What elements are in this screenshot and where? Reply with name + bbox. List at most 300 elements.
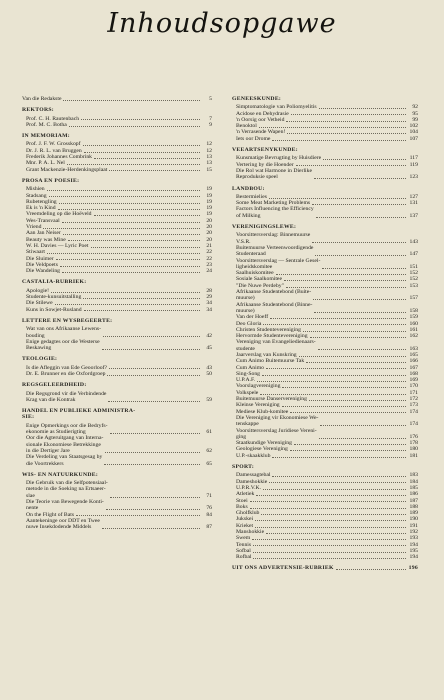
page-number: 104	[409, 129, 418, 136]
dot-leader	[255, 520, 406, 521]
dot-leader	[290, 412, 406, 413]
page-number: 76	[206, 505, 212, 512]
entry-title: Gholfklub	[236, 510, 260, 517]
toc-section	[232, 224, 418, 459]
dot-leader	[62, 272, 200, 273]
dot-leader	[314, 312, 406, 313]
entry-title: Studente-kunsuitstalling	[26, 294, 82, 301]
toc-section	[232, 565, 418, 571]
dot-leader	[47, 253, 200, 254]
left-column	[22, 96, 212, 536]
toc-entry	[22, 518, 212, 531]
toc-section	[22, 318, 212, 351]
dot-leader	[253, 558, 406, 559]
page-number: 183	[409, 472, 418, 479]
page-number: 147	[409, 251, 418, 258]
page-number: 20	[206, 217, 212, 224]
page-number: 160	[409, 320, 418, 327]
page-number: 19	[206, 198, 212, 205]
entry-title: Sosiale Saalkomitee	[236, 276, 282, 283]
page-number: 20	[206, 230, 212, 237]
toc-entry	[22, 122, 212, 128]
entry-title: Staatkundige Vereniging	[236, 440, 292, 447]
page-number: 194	[409, 541, 418, 548]
page-number: 23	[206, 261, 212, 268]
entry-title: Die Verdeling van Staatsgesag by die Voortrekkers	[26, 454, 103, 467]
page-number: 192	[409, 529, 418, 535]
page-number: 157	[409, 295, 418, 302]
dot-leader	[282, 406, 406, 407]
toc-entry	[232, 415, 418, 428]
toc-section	[22, 96, 212, 102]
entry-title: Oor die Agteruitgang van Interna- sionale Ekonomiese Betrekkinge in die Dertiger Jare	[26, 435, 104, 454]
entry-title: Beauty was Mine	[26, 236, 66, 243]
section-heading	[232, 565, 418, 571]
dot-leader	[63, 234, 200, 235]
dot-leader	[94, 158, 200, 159]
dot-leader	[60, 266, 200, 267]
entry-title: Van der Hoeff	[236, 314, 269, 321]
entry-title: Vreemdeling op die Hoëveld	[26, 211, 92, 218]
page-number: 143	[409, 238, 418, 245]
toc-entry	[22, 454, 212, 467]
page-number: 13	[206, 160, 212, 167]
page-number: 186	[409, 491, 418, 498]
page-number: 152	[409, 270, 418, 277]
toc-entry	[22, 499, 212, 512]
entry-title: Bestermielies	[236, 193, 267, 200]
dot-leader	[319, 108, 406, 109]
page-number: 84	[206, 511, 212, 518]
dot-leader	[43, 228, 200, 229]
section-heading: GENEESKUNDE:	[232, 96, 282, 102]
entry-title: Prof. M. C. Botha	[26, 121, 67, 128]
entry-title: Simptomatologie van Poliomyelitis	[236, 104, 317, 111]
dot-leader	[110, 497, 200, 498]
page-number: 180	[409, 446, 418, 453]
page-number: 171	[409, 389, 418, 396]
page-number: 170	[409, 383, 418, 390]
entry-title: Wes-Transvaal	[26, 217, 60, 224]
page-number: 196	[408, 565, 418, 572]
dot-leader	[63, 100, 200, 101]
entry-title: Ek is 'n Kind	[26, 205, 56, 212]
page-number: 119	[409, 161, 418, 168]
dot-leader	[313, 299, 406, 300]
entry-title: Die Vereniging vir Ekonomiese We- tenskappe	[236, 414, 319, 428]
dot-leader	[323, 159, 406, 160]
entry-title: Voorsittersverslag Juridiese Vereni- ging	[236, 427, 317, 440]
page-number: 166	[409, 358, 418, 365]
page-number: 9	[209, 121, 212, 128]
page-number: 19	[206, 186, 212, 193]
entry-title: Vereniging van Evangeliedienaars- studente	[236, 339, 316, 352]
entry-title: Kleinse Vereniging	[236, 402, 280, 409]
section-heading: VERENIGINGSLEWE:	[232, 224, 297, 231]
toc-entry	[22, 326, 212, 339]
page-number: 20	[206, 236, 212, 243]
page-number: 158	[409, 307, 418, 314]
dot-leader	[259, 127, 406, 128]
page-number: 187	[409, 497, 418, 504]
dot-leader	[94, 215, 200, 216]
page-number: 43	[206, 364, 212, 371]
entry-title: Aantekeninge oor DDT en Twee nuwe Insekdodende Middels	[26, 517, 100, 531]
dot-leader	[252, 539, 406, 540]
dot-leader	[296, 165, 406, 166]
dot-leader	[81, 119, 200, 120]
section-heading: LETTERE EN WYSBEGEERTE:	[22, 317, 113, 324]
entry-title: U.P.R.V.K.	[236, 484, 262, 491]
page-number: 7	[209, 115, 212, 122]
section-heading: TEOLOGIE:	[22, 356, 58, 363]
toc-entry	[232, 339, 418, 352]
dot-leader	[269, 482, 406, 483]
section-heading: REKTORS:	[22, 107, 55, 114]
entry-title: Dameshokkie	[236, 478, 268, 485]
entry-title: Cum Animo	[236, 364, 264, 371]
dot-leader	[263, 489, 406, 490]
page-number: 22	[206, 249, 212, 256]
page-number: 21	[206, 242, 212, 249]
dot-leader	[55, 304, 200, 305]
section-heading: PROSA EN POESIE:	[22, 177, 80, 184]
dot-leader	[105, 452, 200, 453]
page-number: 42	[206, 332, 212, 339]
dot-leader	[284, 280, 406, 281]
toc-entry	[232, 302, 418, 315]
page-number: 123	[409, 174, 418, 181]
toc-section	[22, 178, 212, 274]
page-number: 181	[409, 452, 418, 459]
page-number: 45	[206, 345, 212, 352]
dot-leader	[322, 268, 406, 269]
dot-leader	[106, 509, 200, 510]
dot-leader	[316, 217, 406, 218]
page-number: 99	[412, 116, 418, 123]
entry-title: Voorsittersverslag — Sentrale Gesel- ligheidskomitee	[236, 257, 321, 270]
dot-leader	[68, 240, 200, 241]
entry-title: Vertering by die Hoender	[236, 161, 294, 168]
dot-leader	[253, 545, 406, 546]
toc-section	[22, 382, 212, 403]
entry-title: Saalhuiskomitee	[236, 270, 274, 277]
entry-title: Die Regsgrond vir die Verbindende Krag van die Kontrak	[26, 390, 107, 403]
dot-leader	[272, 476, 406, 477]
toc-section	[22, 408, 212, 467]
page-number: 24	[206, 268, 212, 275]
page-number: 34	[206, 306, 212, 313]
toc-entry	[22, 423, 212, 436]
toc-section	[22, 133, 212, 173]
page-number: 191	[409, 522, 418, 529]
dot-leader	[58, 209, 200, 210]
dot-leader	[318, 349, 406, 350]
entry-title: Acidose en Dehydrasie	[236, 110, 289, 117]
dot-leader	[62, 222, 200, 223]
entry-title: Krieket	[236, 522, 254, 529]
right-column	[232, 96, 418, 577]
dot-leader	[303, 331, 406, 332]
section-heading: SPORT:	[232, 464, 255, 471]
page-number: 173	[409, 402, 418, 409]
toc-entry	[22, 371, 212, 377]
toc-section	[232, 186, 418, 219]
toc-entry	[232, 168, 418, 181]
entry-title: Die Stilewe	[26, 300, 53, 307]
entry-title: Hervormde Studentevereniging	[236, 333, 308, 340]
entry-title: Tennis	[236, 541, 252, 548]
dot-leader	[336, 569, 406, 570]
dot-leader	[47, 190, 200, 191]
dot-leader	[291, 114, 406, 115]
dot-leader	[315, 255, 406, 256]
dot-leader	[314, 178, 406, 179]
toc-section	[22, 472, 212, 531]
toc-entry	[232, 245, 418, 258]
entry-title: Is die Afleggin van Ede Geoorloof?	[26, 364, 108, 371]
page-number: 34	[206, 300, 212, 307]
dot-leader	[109, 368, 200, 369]
dot-leader	[84, 310, 200, 311]
page-number: 190	[409, 516, 418, 523]
page-number: 172	[409, 396, 418, 403]
page-number: 189	[409, 510, 418, 517]
entry-title: Vriend	[26, 224, 42, 231]
entry-title: Stoei	[236, 497, 248, 504]
entry-title: Buitemuurse Danservereniging	[236, 396, 307, 403]
dot-leader	[266, 533, 406, 534]
entry-title: On the Flight of Bats	[26, 511, 75, 518]
toc-entry	[232, 453, 418, 459]
page-number: 174	[409, 408, 418, 415]
page-number: 167	[409, 364, 418, 371]
entry-title: Christen Studentevereniging	[236, 326, 301, 333]
entry-title: Apologie!	[26, 287, 50, 294]
entry-title: Rubetengling	[26, 198, 57, 205]
toc-entry	[22, 480, 212, 499]
page-number: 50	[206, 370, 212, 377]
entry-title: Buitemuurse Verteenwoordigende Studenteraad	[236, 244, 314, 258]
dot-leader	[262, 375, 406, 376]
entry-title: Aan Jan Neiser	[26, 230, 61, 237]
entry-title: Die Gebruik van die Selfpotensiaal- metode in die Soeking na Ertsaeer- slae	[26, 480, 108, 499]
toc-section	[232, 147, 418, 180]
entry-title: Enige Opmerkings oor die Bedryfs- ekonomie as Studierigting	[26, 422, 108, 436]
entry-title: Sofbal	[236, 547, 251, 554]
dot-leader	[286, 287, 406, 288]
page-number: 185	[409, 484, 418, 491]
dot-leader	[263, 324, 406, 325]
page-number: 28	[206, 287, 212, 294]
entry-title: Dr. J. R. L. van Bruggen	[26, 147, 82, 154]
dot-leader	[294, 444, 406, 445]
page-number: 20	[206, 224, 212, 231]
toc-entry	[22, 167, 212, 173]
entry-title: Factors Influencing the Efficiency of Milking	[236, 206, 314, 219]
page-number: 19	[206, 211, 212, 218]
page-number: 188	[409, 503, 418, 510]
page-number: 92	[412, 104, 418, 111]
entry-title: Jukskei	[236, 516, 254, 523]
page-number: 176	[409, 433, 418, 440]
toc-section	[22, 356, 212, 377]
section-heading: HANDEL EN PUBLIEKE ADMINISTRA- SIE:	[22, 408, 136, 421]
section-heading-text: UIT ONS ADVERTENSIE-RUBRIEK	[232, 565, 334, 572]
dot-leader	[108, 401, 200, 402]
entry-title: Manshokkie	[236, 529, 265, 535]
page-number: 161	[409, 326, 418, 333]
dot-leader	[286, 121, 406, 122]
entry-title: Afrikaanse Studentebond (Binne- muurse)	[236, 301, 313, 314]
dot-leader	[83, 145, 200, 146]
page-number: 61	[206, 429, 212, 436]
page-number: 59	[206, 396, 212, 403]
dot-leader	[276, 274, 406, 275]
dot-leader	[250, 501, 406, 502]
section-heading: CASTALIA-RUBRIEK:	[22, 279, 87, 286]
entry-title: Some Meat Marketing Problems	[236, 200, 311, 207]
entry-title: U.P.A.F.	[236, 377, 256, 384]
dot-leader	[253, 552, 406, 553]
dot-leader	[299, 356, 406, 357]
page-number: 165	[409, 351, 418, 358]
page-number: 22	[206, 255, 212, 262]
page-number: 102	[409, 123, 418, 130]
section-heading: LANDBOU:	[232, 185, 265, 192]
toc-entry	[232, 289, 418, 302]
entry-title: Die Veldpoets	[26, 261, 58, 268]
entry-title: Geologiese Vereniging	[236, 446, 288, 453]
entry-title: W. H. Davies — Lyric Poet	[26, 242, 89, 249]
page-number: 127	[409, 193, 418, 200]
dot-leader	[256, 495, 406, 496]
entry-title: Wat van ons Afrikaanse Lewens- bouding	[26, 326, 102, 339]
toc-entry	[232, 136, 418, 142]
page-number: 168	[409, 370, 418, 377]
entry-title: Boks	[236, 503, 248, 510]
page-number: 5	[209, 96, 212, 102]
dot-leader	[287, 133, 406, 134]
entry-title: Cum Animo Buitemuurse Tak	[236, 358, 305, 365]
entry-title: "Die Nuwe Perdeby"	[236, 282, 284, 289]
page-number: 163	[409, 345, 418, 352]
page-number: 169	[409, 377, 418, 384]
entry-title: Van die Redakste	[22, 96, 62, 102]
dot-leader	[261, 514, 406, 515]
page-number: 153	[409, 282, 418, 289]
dot-leader	[257, 381, 406, 382]
dot-leader	[255, 527, 406, 528]
dot-leader	[110, 433, 200, 434]
entry-title: Prof. C. H. Rautenbach	[26, 115, 80, 122]
dot-leader	[102, 349, 200, 350]
entry-title: Die Wandeling	[26, 268, 61, 275]
dot-leader	[102, 528, 200, 529]
page-number: 65	[206, 460, 212, 467]
page-number: 193	[409, 535, 418, 542]
toc-entry	[232, 232, 418, 245]
entry-title: Prof. J. F. W. Grosskopf	[26, 141, 81, 148]
entry-title: Atletiek	[236, 491, 255, 498]
toc-entry	[232, 206, 418, 219]
entry-title: Mediese Klub-komitee	[236, 408, 289, 415]
page-number: 137	[409, 212, 418, 219]
toc-entry	[22, 391, 212, 404]
entry-title: Kuns in Sowjet-Rusland	[26, 306, 82, 313]
toc-section	[22, 279, 212, 312]
toc-section	[232, 464, 418, 560]
toc-section	[22, 107, 212, 128]
page-number: 131	[409, 200, 418, 207]
dot-leader	[319, 438, 406, 439]
page-number: 87	[206, 524, 212, 531]
dot-leader	[69, 126, 200, 127]
dot-leader	[49, 196, 200, 197]
page-number: 29	[206, 294, 212, 301]
entry-title: Stadsang	[26, 192, 47, 199]
page-number: 152	[409, 276, 418, 283]
page-number: 178	[409, 440, 418, 447]
page-number: 19	[206, 192, 212, 199]
dot-leader	[272, 457, 406, 458]
dot-leader	[310, 337, 406, 338]
toc-entry	[22, 268, 212, 274]
toc-entry	[22, 435, 212, 454]
dot-leader	[51, 292, 200, 293]
section-heading: WIS- EN NATUURKUNDE:	[22, 471, 99, 478]
entry-title: 'n Verrasende Wapen!	[236, 129, 286, 136]
dot-leader	[91, 247, 201, 248]
entry-title: Die Rol wat Harmone in Dierlike Reproduksie speel	[236, 167, 312, 181]
entry-title: Afrikaanse Studentebond (Buite- muurse)	[236, 289, 312, 302]
entry-title: Die Teorie van Bewegende Konti- nente	[26, 499, 104, 512]
dot-leader	[270, 318, 406, 319]
dot-leader	[266, 368, 406, 369]
dot-leader	[103, 336, 200, 337]
entry-title: Deo Gloria	[236, 320, 262, 327]
entry-title: Swem	[236, 535, 251, 542]
page-title: Inhoudsopgawe	[107, 8, 337, 39]
entry-title: Voorslagvereniging	[236, 383, 281, 390]
dot-leader	[290, 450, 406, 451]
entry-title: Grant Mackenzie-Herdenkingsplaat	[26, 166, 108, 173]
page-number: 107	[409, 135, 418, 142]
page-number: 194	[409, 554, 418, 561]
page-number: 174	[409, 421, 418, 428]
toc-section	[232, 96, 418, 142]
toc-entry	[22, 96, 212, 102]
dot-leader	[269, 198, 406, 199]
page-number: 159	[409, 314, 418, 321]
page-number: 13	[206, 154, 212, 161]
page-number: 15	[206, 166, 212, 173]
page-number: 151	[409, 263, 418, 270]
toc-entry	[22, 339, 212, 352]
toc-entry	[232, 554, 418, 560]
dot-leader	[260, 394, 406, 395]
dot-leader	[59, 203, 200, 204]
section-heading: REGSGELEERDHEID:	[22, 382, 87, 389]
dot-leader	[306, 362, 406, 363]
page-number: 62	[206, 447, 212, 454]
entry-title: Damessagtebal	[236, 472, 271, 479]
section-heading: IN MEMORIAM:	[22, 133, 70, 140]
entry-title: Jaarverslag van Kunskring	[236, 351, 297, 358]
page-number: 195	[409, 547, 418, 554]
dot-leader	[312, 204, 406, 205]
entry-title: Dr. E. Brunner en die Oxfordgroep	[26, 370, 106, 377]
